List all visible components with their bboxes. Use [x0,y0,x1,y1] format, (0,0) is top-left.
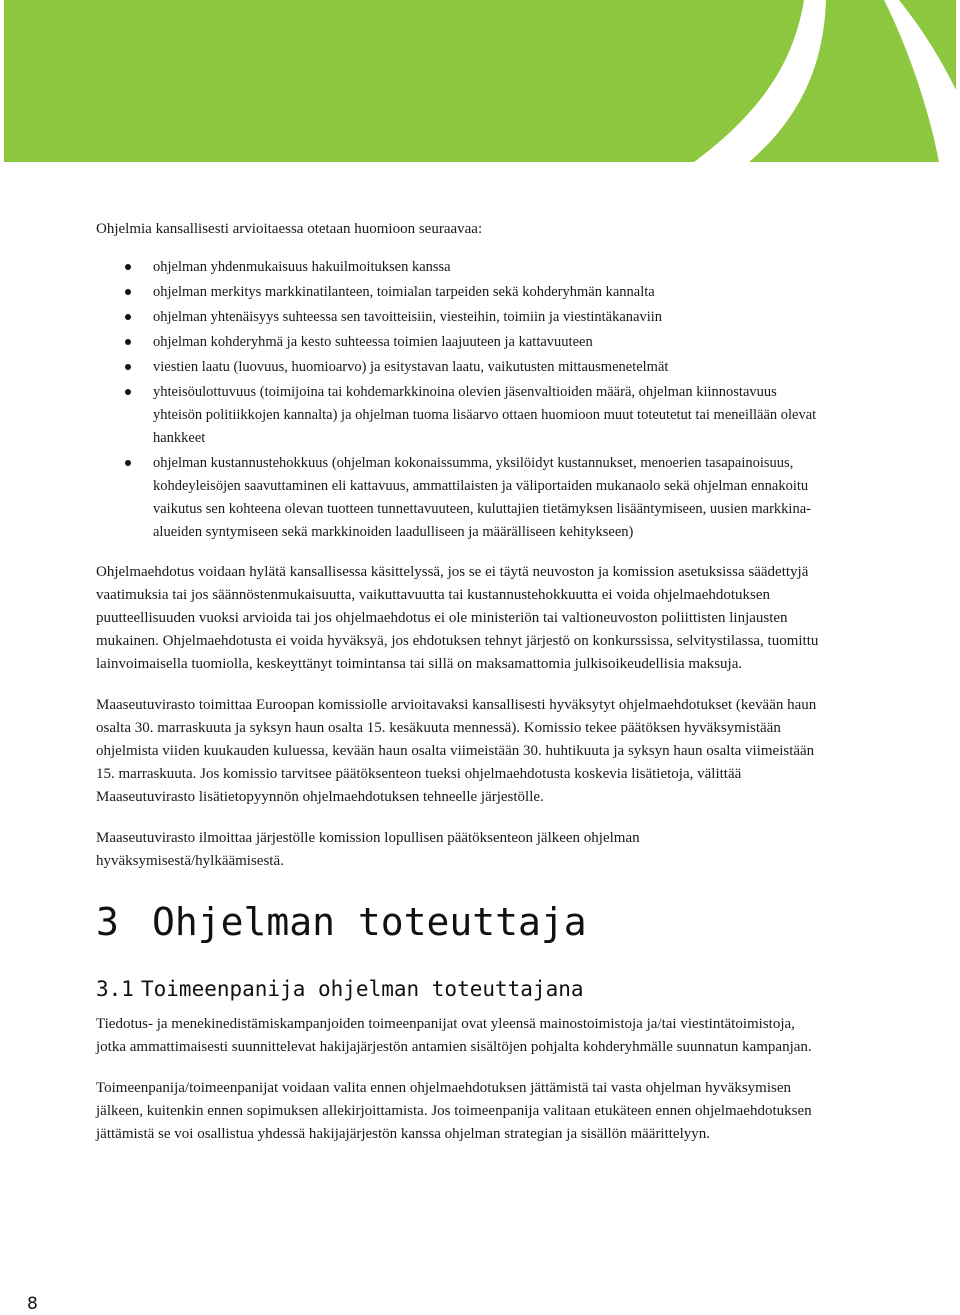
paragraph-commission: Maaseutuvirasto toimittaa Euroopan komissiolle arvioitavaksi kansallisesti hyväksytyt ohjelmaehdotukset (kevään haun osalta 30. marraskuuta ja syksyn haun osalta 15. kesäkuuta mennessä). Komissio tekee päätöksen hyväksymistään ohjelmista viiden kuukauden kuluessa, kevään haun osalta viimeistään 30. huhtikuuta ja syksyn haun osalta viimeistään 15. marraskuuta. Jos komissio tarvitsee päätöksenteon tueksi ohjelmaehdotusta koskevia lisätietoja, välittää Maaseutuvirasto lisätietopyynnön ohjelmaehdotuksen tehneelle järjestölle. [96,697,817,805]
header-banner [4,0,956,162]
document-body [96,218,826,1164]
criteria-list [96,256,826,544]
paragraph-selection: Toimeenpanija/toimeenpanijat voidaan valita ennen ohjelmaehdotuksen jättämistä tai vasta ohjelman hyväksymisen jälkeen, kuitenkin ennen sopimuksen allekirjoittamista. Jos toimeenpanija valitaan etukäteen ennen ohjelmaehdotuksen jättämistä se voi osallistua yhdessä hakijajärjestön kanssa ohjelman strategian ja sisällön määrittelyyn. [96,1080,812,1142]
intro-text: Ohjelmia kansallisesti arvioitaessa otetaan huomioon seuraavaa: [96,221,483,237]
list-item: ohjelman kohderyhmä ja kesto suhteessa toimien laajuuteen ja kattavuuteen [96,331,826,354]
chapter-title: Ohjelman toteuttaja [152,900,587,944]
list-item: viestien laatu (luovuus, huomioarvo) ja esitystavan laatu, vaikutusten mittausmenetelmät [96,356,826,379]
section-title: Toimeenpanija ohjelman toteuttajana [141,977,584,1001]
paragraph-rejection: Ohjelmaehdotus voidaan hylätä kansallisessa käsittelyssä, jos se ei täytä neuvoston ja komission asetuksissa säädettyjä vaatimuksia tai jos säännöstenmukaisuutta, vaikuttavuutta tai kustannustehokkuutta ei voida ohjelmaehdotuksen puutteellisuuden vuoksi arvioida tai jos ohjelmaehdotus ei ole ministeriön tai valtioneuvoston poliittisten linjausten mukainen. Ohjelmaehdotusta ei voida hyväksyä, jos ehdotuksen tehnyt järjestö on konkurssissa, selvitystilassa, tuomittu lainvoimaisella tuomiolla, keskeyttänyt toimintansa tai sillä on maksamattomia julkisoikeudellisia maksuja. [96,564,819,672]
paragraph-notification: Maaseutuvirasto ilmoittaa järjestölle komission lopullisen päätöksenteon jälkeen ohjelman hyväksymisestä/hylkäämisestä. [96,830,640,869]
banner-stripe-thick [694,0,826,162]
section-heading [96,975,826,1003]
paragraph-implementers: Tiedotus- ja menekinedistämiskampanjoiden toimeenpanijat ovat yleensä mainostoimistoja ja/tai viestintätoimistoja, jotka ammattimaisesti suunnittelevat hakijajärjestön antamien sisältöjen pohjalta kohderyhmälle suunnatun kampanjan. [96,1016,812,1055]
list-item: ohjelman yhdenmukaisuus hakuilmoituksen kanssa [96,256,826,279]
list-item: ohjelman merkitys markkinatilanteen, toimialan tarpeiden sekä kohderyhmän kannalta [96,281,826,304]
list-item: ohjelman kustannustehokkuus (ohjelman kokonaissumma, yksilöidyt kustannukset, menoerien tasapainoisuus, kohdeyleisöjen saavuttaminen eli kattavuus, ammattilaisten ja väliportaiden mukanaolo sekä ohjelman ennakoitu vaikutus sen kohteena olevan tuotteen tunnettavuuteen, kuluttajien tietämyksen lisääntymiseen, uusien markkina-alueiden syntymiseen sekä markkinoiden laadulliseen ja määrälliseen kehitykseen) [96,452,826,544]
page-number: 8 [27,1294,38,1314]
banner-stripe-thin [884,0,956,162]
decorative-stripes-graphic [4,0,956,162]
chapter-number: 3 [96,900,119,944]
chapter-heading [96,899,826,945]
list-item: ohjelman yhtenäisyys suhteessa sen tavoitteisiin, viesteihin, toimiin ja viestintäkanaviin [96,306,826,329]
list-item: yhteisöulottuvuus (toimijoina tai kohdemarkkinoina olevien jäsenvaltioiden määrä, ohjelman kiinnostavuus yhteisön politiikkojen kannalta) ja ohjelman tuoma lisäarvo ottaen huomioon muut toteutetut tai meneillään olevat hankkeet [96,381,826,450]
section-number: 3.1 [96,977,134,1001]
